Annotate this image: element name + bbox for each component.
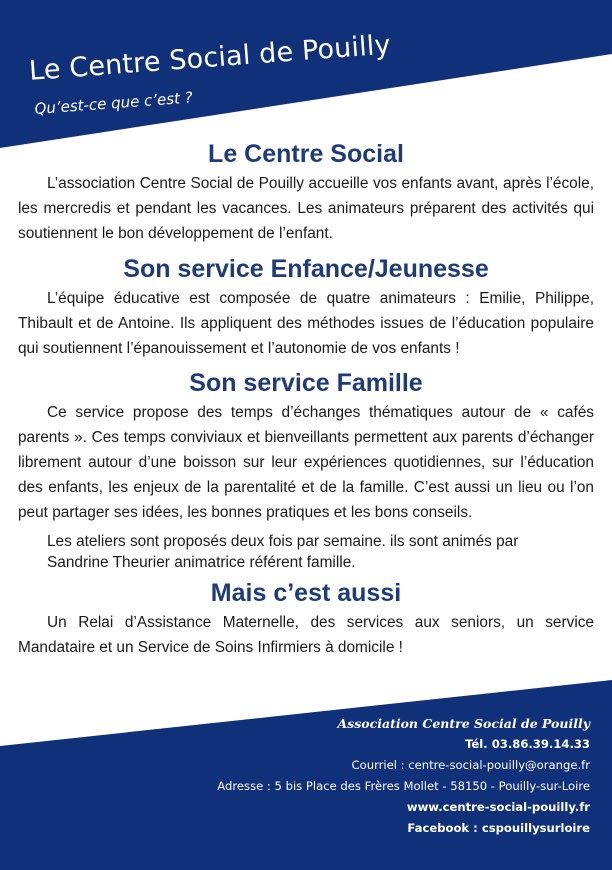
facebook-link[interactable]: Facebook : cspouillysurloire (407, 821, 590, 835)
section-title-centre-social: Le Centre Social (208, 140, 404, 168)
phone-number: Tél. 03.86.39.14.33 (465, 737, 590, 751)
contact-block (170, 713, 590, 839)
section-title-mais-aussi: Mais c’est aussi (210, 579, 402, 607)
paragraph-mais-aussi: Un Relai d’Assistance Maternelle, des services aux seniors, un service Mandataire et un Service de Soins Infirmiers à domicile ! (18, 614, 594, 656)
paragraph-enfance-jeunesse: L’équipe éducative est composée de quatre animateurs : Emilie, Philippe, Thibault et de Antoine. Ils appliquent des méthodes issues de l’éducation populaire qui soutiennent l’épanouissement et l’autonomie de vos enfants ! (18, 290, 594, 357)
section-title-famille: Son service Famille (189, 369, 423, 397)
section-title-enfance-jeunesse: Son service Enfance/Jeunesse (123, 255, 489, 283)
paragraph-centre-social: L’association Centre Social de Pouilly accueille vos enfants avant, après l’école, les mercredis et pendant les vacances. Les animateurs préparent des activités qui soutiennent le bon développement de l’enfant. (18, 175, 594, 242)
paragraph-famille: Ce service propose des temps d’échanges thématiques autour de « cafés parents ». Ces temps conviviaux et bienveillants permettent aux parents d’échanger librement autour d’une boisson sur leur expériences quotidiennes, sur l’éducation des enfants, les enjeux de la parentalité et de la famille. C’est aussi un lieu ou l’on peut partager ses idées, les bonnes pratiques et les bons conseils. (18, 404, 594, 521)
page-subtitle: Qu’est-ce que c’est ? (34, 88, 194, 118)
main-content (18, 137, 594, 660)
paragraph-ateliers (18, 531, 594, 573)
website-link[interactable]: www.centre-social-pouilly.fr (406, 800, 590, 814)
ateliers-line-1: Les ateliers sont proposés deux fois par semaine. ils sont animés par (47, 533, 519, 550)
page-title: Le Centre Social de Pouilly (28, 29, 392, 87)
postal-address: Adresse : 5 bis Place des Frères Mollet - 58150 - Pouilly-sur-Loire (217, 779, 590, 793)
organization-name: Association Centre Social de Pouilly (337, 716, 590, 731)
email-address[interactable]: Courriel : centre-social-pouilly@orange.fr (351, 758, 590, 772)
ateliers-line-2: Sandrine Theurier animatrice référent famille. (47, 554, 356, 571)
